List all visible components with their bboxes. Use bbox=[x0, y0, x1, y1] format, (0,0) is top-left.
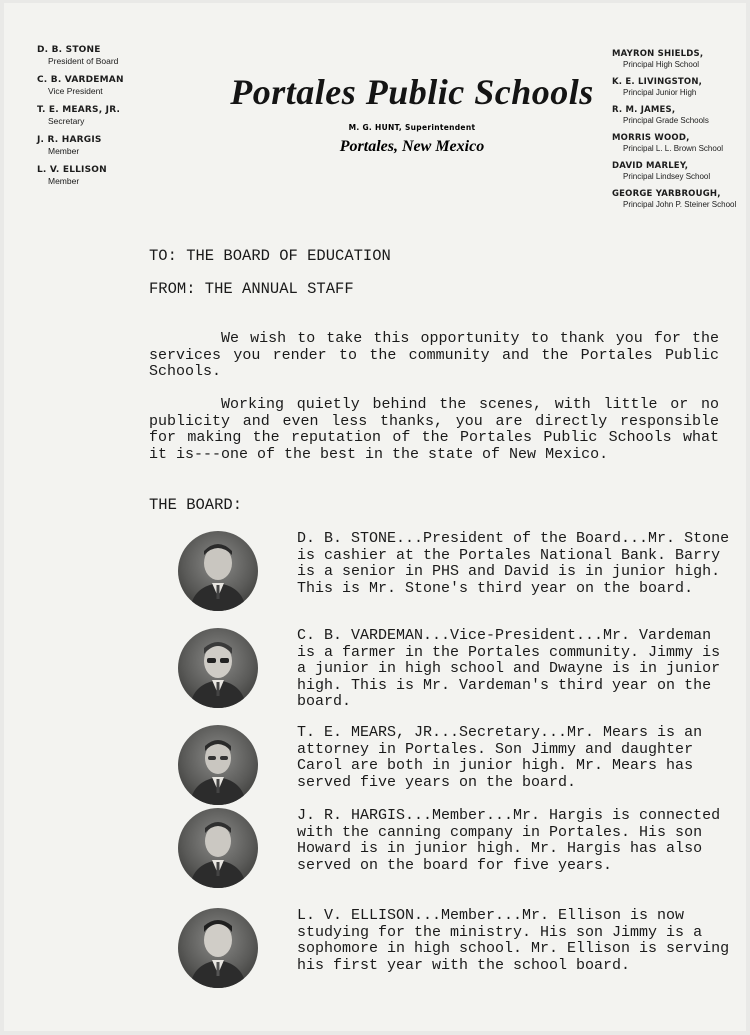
principal-title: Principal Grade Schools bbox=[623, 115, 709, 125]
member-portrait-photo bbox=[178, 808, 258, 888]
roster-name: L. V. ELLISON bbox=[37, 165, 107, 175]
member-bio: L. V. ELLISON...Member...Mr. Ellison is now studying for the ministry. His son Jimmy is a sophomore in high school. Mr. Ellison is serving his first year with the school board. bbox=[297, 907, 730, 974]
superintendent-line: M. G. HUNT, Superintendent bbox=[348, 123, 476, 132]
principal-entry bbox=[612, 161, 736, 182]
principal-name: DAVID MARLEY, bbox=[612, 161, 689, 171]
principal-name: MORRIS WOOD, bbox=[612, 133, 690, 143]
member-portrait-photo bbox=[178, 725, 258, 805]
member-bio: J. R. HARGIS...Member...Mr. Hargis is connected with the canning company in Portales. His son Howard is in junior high. Mr. Hargis has also served on the board for five years. bbox=[297, 807, 721, 874]
board-heading: THE BOARD: bbox=[149, 496, 243, 514]
roster-title: Secretary bbox=[48, 116, 85, 126]
principal-name: MAYRON SHIELDS, bbox=[612, 49, 704, 59]
city-line: Portales, New Mexico bbox=[339, 138, 485, 155]
board-roster bbox=[37, 45, 124, 195]
member-portrait-photo bbox=[178, 908, 258, 988]
principal-entry bbox=[612, 133, 736, 154]
roster-title: Vice President bbox=[48, 86, 103, 96]
principal-title: Principal Lindsey School bbox=[623, 171, 711, 181]
school-name: Portales Public Schools bbox=[230, 72, 594, 112]
roster-entry bbox=[37, 165, 124, 187]
member-bio: T. E. MEARS, JR...Secretary...Mr. Mears is an attorney in Portales. Son Jimmy and daughter Carol are both in junior high. Mr. Mears has served five years on the board. bbox=[297, 724, 703, 791]
principal-entry bbox=[612, 189, 736, 210]
roster-name: J. R. HARGIS bbox=[37, 135, 102, 145]
principal-title: Principal John P. Steiner School bbox=[623, 199, 737, 209]
principal-entry bbox=[612, 77, 736, 98]
roster-name: T. E. MEARS, JR. bbox=[37, 105, 121, 115]
letterhead-masthead bbox=[217, 71, 607, 156]
roster-title: President of Board bbox=[48, 56, 119, 66]
roster-entry bbox=[37, 45, 124, 67]
principal-entry bbox=[612, 49, 736, 70]
principal-title: Principal L. L. Brown School bbox=[623, 143, 724, 153]
principal-name: R. M. JAMES, bbox=[612, 105, 676, 115]
principal-name: GEORGE YARBROUGH, bbox=[612, 189, 721, 199]
member-portrait-photo bbox=[178, 628, 258, 708]
principals-roster bbox=[612, 49, 736, 217]
roster-entry bbox=[37, 75, 124, 97]
member-bio: D. B. STONE...President of the Board...Mr. Stone is cashier at the Portales National Bank. Barry is a senior in PHS and David is in junior high. This is Mr. Stone's third year on the board. bbox=[297, 530, 730, 597]
roster-entry bbox=[37, 105, 124, 127]
member-portrait-photo bbox=[178, 531, 258, 611]
principal-entry bbox=[612, 105, 736, 126]
letter-page bbox=[4, 3, 746, 1031]
roster-name: D. B. STONE bbox=[37, 45, 101, 55]
roster-title: Member bbox=[48, 146, 80, 156]
roster-name: C. B. VARDEMAN bbox=[37, 75, 124, 85]
principal-title: Principal Junior High bbox=[623, 87, 697, 97]
memo-paragraph: We wish to take this opportunity to thank you for the services you render to the community and the Portales Public Schools. bbox=[149, 330, 719, 380]
roster-title: Member bbox=[48, 176, 80, 186]
roster-entry bbox=[37, 135, 124, 157]
member-bio: C. B. VARDEMAN...Vice-President...Mr. Vardeman is a farmer in the Portales community. Jimmy is a junior in high school and Dwayne is in junior high. This is Mr. Vardeman's third year on the board. bbox=[297, 627, 721, 711]
memo-from-line: FROM: THE ANNUAL STAFF bbox=[149, 280, 354, 298]
principal-title: Principal High School bbox=[623, 59, 700, 69]
principal-name: K. E. LIVINGSTON, bbox=[612, 77, 703, 87]
memo-to-line: TO: THE BOARD OF EDUCATION bbox=[149, 247, 391, 265]
memo-paragraph: Working quietly behind the scenes, with little or no publicity and even less thanks, you are directly responsible for making the reputation of the Portales Public Schools what it is---one of the best in the state of New Mexico. bbox=[149, 396, 719, 463]
